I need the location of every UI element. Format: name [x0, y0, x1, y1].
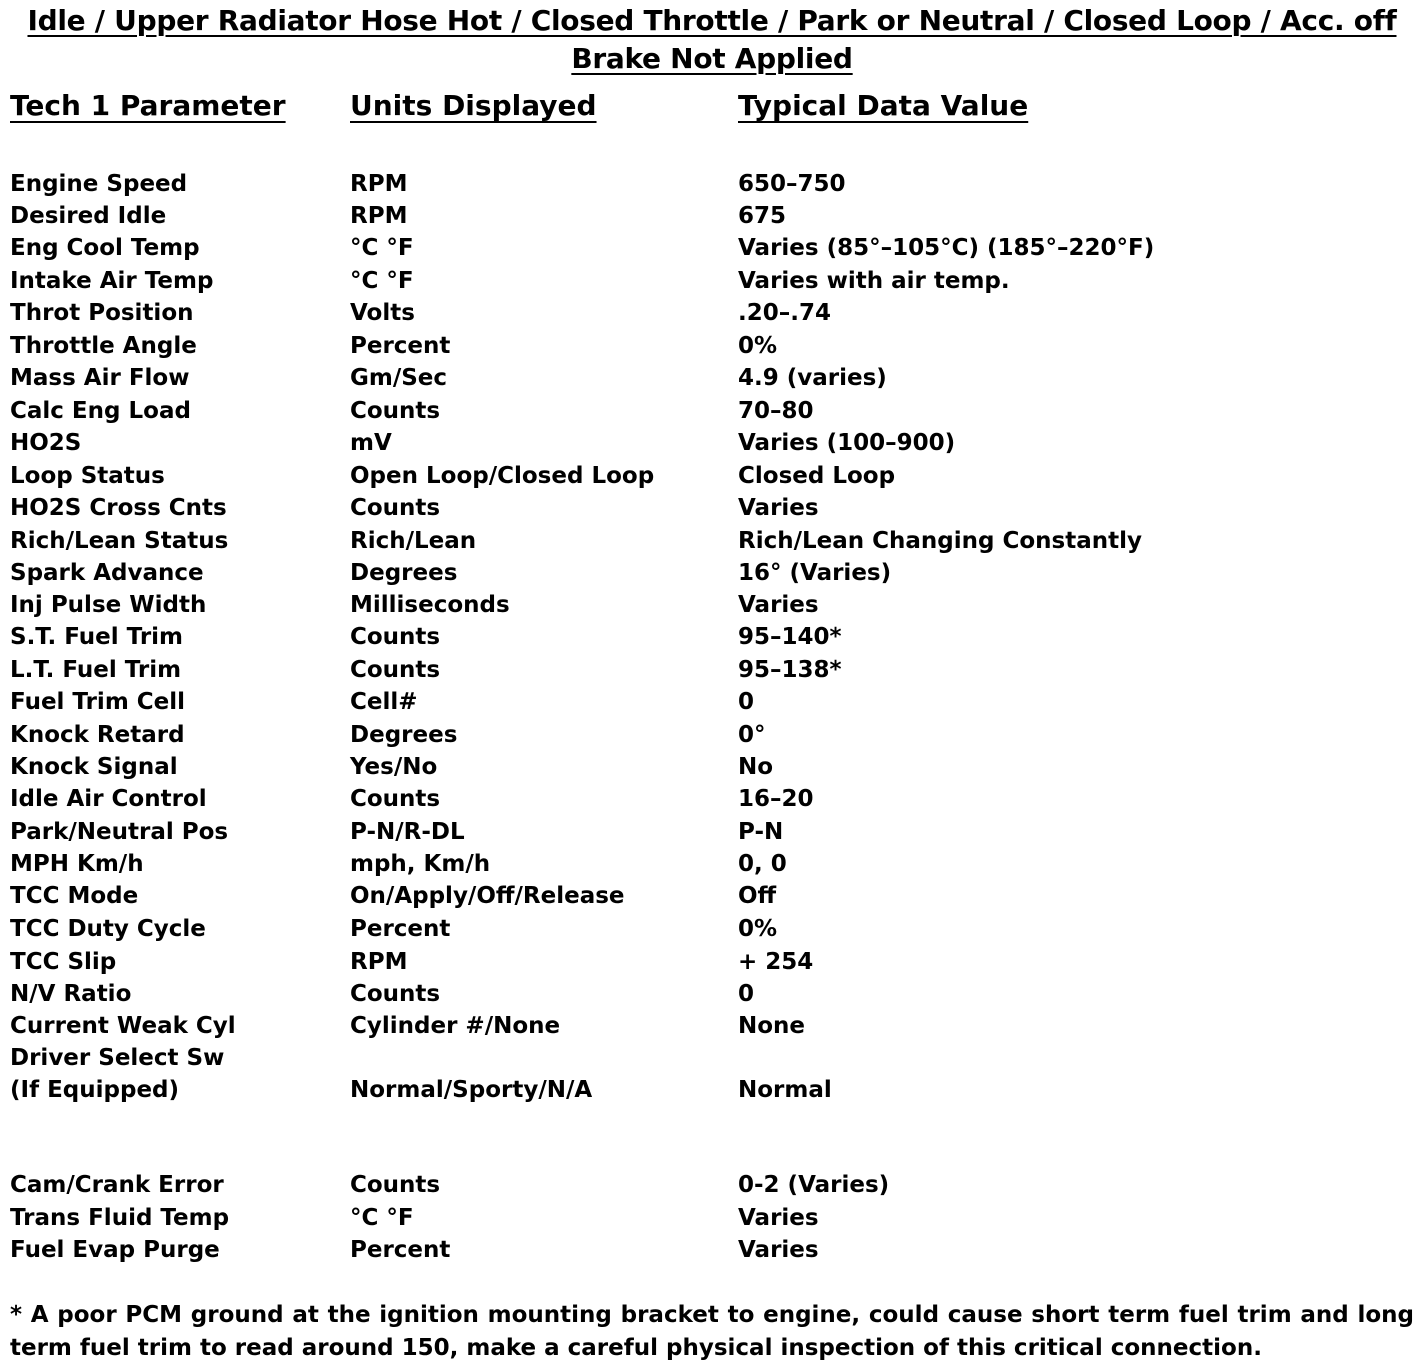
value-cell: 0-2 (Varies) — [738, 1172, 890, 1198]
value-cell: Varies — [738, 1205, 819, 1231]
table-row — [0, 330, 1424, 362]
value-cell: 0, 0 — [738, 851, 787, 877]
value-cell: .20–.74 — [738, 300, 831, 326]
units-cell: Counts — [350, 398, 441, 424]
page-title: Idle / Upper Radiator Hose Hot / Closed Throttle / Park or Neutral / Closed Loop / Acc. off — [27, 4, 1397, 37]
parameter-cell: Rich/Lean Status — [10, 528, 229, 554]
value-cell: 675 — [738, 203, 787, 229]
units-cell: Counts — [350, 624, 441, 650]
value-cell: Varies with air temp. — [738, 268, 1010, 294]
table-row — [0, 946, 1424, 978]
header-units: Units Displayed — [350, 89, 597, 122]
units-cell: Counts — [350, 1172, 441, 1198]
value-cell: Varies — [738, 495, 819, 521]
units-cell: °C °F — [350, 235, 414, 261]
parameter-cell: Throt Position — [10, 300, 194, 326]
table-row — [0, 297, 1424, 329]
parameter-cell: Calc Eng Load — [10, 398, 191, 424]
value-cell: 0 — [738, 981, 755, 1007]
units-cell: Open Loop/Closed Loop — [350, 463, 655, 489]
units-cell: mV — [350, 430, 392, 456]
table-row — [0, 978, 1424, 1010]
units-cell: Counts — [350, 981, 441, 1007]
units-cell: Percent — [350, 333, 451, 359]
units-cell: Degrees — [350, 722, 458, 748]
units-cell: °C °F — [350, 268, 414, 294]
parameter-cell: Knock Retard — [10, 722, 185, 748]
table-row — [0, 265, 1424, 297]
parameter-cell: Fuel Evap Purge — [10, 1237, 220, 1263]
value-cell: 95–138* — [738, 657, 842, 683]
parameter-cell: Trans Fluid Temp — [10, 1205, 230, 1231]
parameter-cell: Intake Air Temp — [10, 268, 214, 294]
table-row — [0, 200, 1424, 232]
units-cell: Volts — [350, 300, 415, 326]
parameter-cell: Mass Air Flow — [10, 365, 190, 391]
table-row — [0, 1010, 1424, 1042]
table-row — [0, 848, 1424, 880]
table-row — [0, 686, 1424, 718]
table-row — [0, 492, 1424, 524]
table-row — [0, 719, 1424, 751]
units-cell: Degrees — [350, 560, 458, 586]
value-cell: Varies (85°–105°C) (185°–220°F) — [738, 235, 1155, 261]
table-row — [0, 1202, 1424, 1234]
units-cell: Yes/No — [350, 754, 438, 780]
table-row — [0, 1042, 1424, 1074]
table-row — [0, 783, 1424, 815]
units-cell: RPM — [350, 203, 408, 229]
units-cell: RPM — [350, 949, 408, 975]
units-cell: Counts — [350, 786, 441, 812]
table-row — [0, 557, 1424, 589]
value-cell: 16° (Varies) — [738, 560, 892, 586]
parameter-cell: HO2S Cross Cnts — [10, 495, 227, 521]
parameter-cell: S.T. Fuel Trim — [10, 624, 184, 650]
parameter-cell: Fuel Trim Cell — [10, 689, 186, 715]
value-cell: + 254 — [738, 949, 814, 975]
footnote: * A poor PCM ground at the ignition mounting bracket to engine, could cause short term fuel trim and long term fuel trim to read around 150, make a careful physical inspection of this critical connection. — [10, 1302, 1414, 1361]
table-row — [0, 427, 1424, 459]
units-cell: Cylinder #/None — [350, 1013, 561, 1039]
parameter-cell: Knock Signal — [10, 754, 178, 780]
value-cell: Varies — [738, 592, 819, 618]
value-cell: Off — [738, 883, 777, 909]
parameter-cell: Engine Speed — [10, 171, 188, 197]
parameter-cell: HO2S — [10, 430, 82, 456]
value-cell: Rich/Lean Changing Constantly — [738, 528, 1143, 554]
value-cell: Closed Loop — [738, 463, 896, 489]
units-cell: Cell# — [350, 689, 418, 715]
value-cell: Normal — [738, 1077, 832, 1103]
table-row — [0, 913, 1424, 945]
table-row — [0, 1169, 1424, 1201]
parameter-cell: Cam/Crank Error — [10, 1172, 224, 1198]
units-cell: mph, Km/h — [350, 851, 491, 877]
parameter-cell: Current Weak Cyl — [10, 1013, 236, 1039]
value-cell: 95–140* — [738, 624, 842, 650]
units-cell: Counts — [350, 657, 441, 683]
table-row — [0, 589, 1424, 621]
table-row — [0, 880, 1424, 912]
units-cell: Percent — [350, 1237, 451, 1263]
value-cell: P-N — [738, 819, 784, 845]
parameter-cell: TCC Slip — [10, 949, 117, 975]
parameter-cell: Spark Advance — [10, 560, 204, 586]
table-row — [0, 1074, 1424, 1106]
value-cell: 0 — [738, 689, 755, 715]
units-cell: Counts — [350, 495, 441, 521]
table-row — [0, 395, 1424, 427]
units-cell: Normal/Sporty/N/A — [350, 1077, 593, 1103]
parameter-cell: Idle Air Control — [10, 786, 207, 812]
parameter-cell: Driver Select Sw — [10, 1045, 225, 1071]
value-cell: 0° — [738, 722, 766, 748]
parameter-cell: Desired Idle — [10, 203, 167, 229]
table-row — [0, 654, 1424, 686]
value-cell: Varies (100–900) — [738, 430, 956, 456]
table-row — [0, 460, 1424, 492]
units-cell: °C °F — [350, 1205, 414, 1231]
table-row — [0, 232, 1424, 264]
table-row — [0, 525, 1424, 557]
table-row — [0, 168, 1424, 200]
value-cell: 4.9 (varies) — [738, 365, 887, 391]
value-cell: 16–20 — [738, 786, 814, 812]
parameter-cell: Park/Neutral Pos — [10, 819, 229, 845]
value-cell: 0% — [738, 333, 778, 359]
parameter-cell: MPH Km/h — [10, 851, 144, 877]
units-cell: Rich/Lean — [350, 528, 477, 554]
parameter-cell: N/V Ratio — [10, 981, 132, 1007]
parameter-cell: Throttle Angle — [10, 333, 197, 359]
value-cell: None — [738, 1013, 806, 1039]
page-subtitle: Brake Not Applied — [571, 42, 853, 75]
parameter-cell: Eng Cool Temp — [10, 235, 200, 261]
header-typical-value: Typical Data Value — [738, 89, 1029, 122]
units-cell: RPM — [350, 171, 408, 197]
parameter-cell: (If Equipped) — [10, 1077, 180, 1103]
value-cell: Varies — [738, 1237, 819, 1263]
units-cell: Milliseconds — [350, 592, 510, 618]
units-cell: Gm/Sec — [350, 365, 448, 391]
table-row — [0, 816, 1424, 848]
parameter-cell: TCC Duty Cycle — [10, 916, 206, 942]
units-cell: P-N/R-DL — [350, 819, 465, 845]
value-cell: 0% — [738, 916, 778, 942]
parameter-cell: L.T. Fuel Trim — [10, 657, 182, 683]
value-cell: 70–80 — [738, 398, 814, 424]
parameter-cell: TCC Mode — [10, 883, 139, 909]
table-row — [0, 362, 1424, 394]
parameter-cell: Loop Status — [10, 463, 165, 489]
units-cell: Percent — [350, 916, 451, 942]
units-cell: On/Apply/Off/Release — [350, 883, 625, 909]
value-cell: 650–750 — [738, 171, 846, 197]
table-row — [0, 751, 1424, 783]
header-parameter: Tech 1 Parameter — [10, 89, 286, 122]
value-cell: No — [738, 754, 774, 780]
parameter-cell: Inj Pulse Width — [10, 592, 207, 618]
table-row — [0, 621, 1424, 653]
table-row — [0, 1234, 1424, 1266]
